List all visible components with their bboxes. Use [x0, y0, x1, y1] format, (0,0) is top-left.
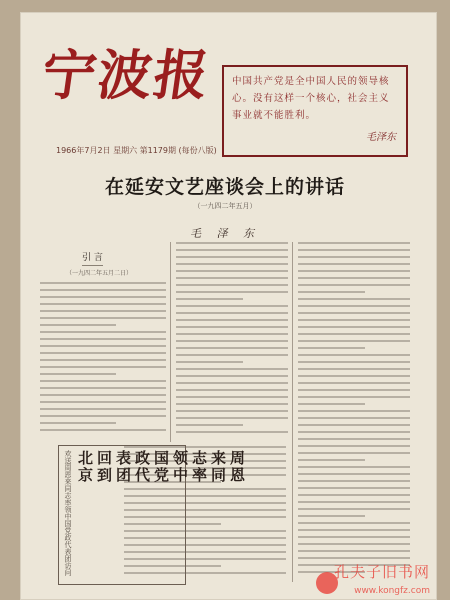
watermark-brand: 孔夫子旧书网: [333, 563, 430, 581]
text-line: [176, 382, 288, 384]
text-line: [176, 284, 288, 286]
text-line: [176, 298, 243, 300]
text-line: [298, 473, 410, 475]
text-line: [298, 347, 365, 349]
article-author: 毛 泽 东: [190, 227, 260, 240]
text-line: [298, 480, 410, 482]
text-line: [176, 249, 288, 251]
watermark-url: www.kongfz.com: [354, 586, 430, 596]
text-line: [298, 550, 410, 552]
notice-box: [58, 445, 246, 585]
column-divider: [170, 242, 171, 442]
text-line: [176, 305, 288, 307]
text-line: [298, 312, 410, 314]
article-column-2: [176, 242, 288, 433]
text-line: [176, 312, 288, 314]
text-line: [40, 331, 166, 333]
notice-headline-column: 政代: [133, 450, 151, 484]
notice-headline-column: 回到: [95, 450, 113, 484]
notice-headline-column: 领中: [171, 450, 189, 484]
notice-headline: [76, 450, 245, 580]
text-line: [298, 242, 410, 244]
text-line: [298, 543, 410, 545]
text-line: [40, 408, 166, 410]
text-line: [176, 354, 288, 356]
text-line: [40, 317, 166, 319]
section-title: 引 言: [82, 250, 103, 266]
text-line: [176, 403, 288, 405]
text-line: [176, 396, 288, 398]
text-line: [40, 366, 166, 368]
notice-headline-column: 国党: [152, 450, 170, 484]
text-line: [176, 333, 288, 335]
text-line: [298, 424, 410, 426]
text-line: [298, 508, 410, 510]
text-line: [298, 529, 410, 531]
text-line: [298, 263, 410, 265]
text-line: [40, 380, 166, 382]
text-line: [298, 340, 410, 342]
text-line: [176, 277, 288, 279]
column-divider: [292, 242, 293, 582]
text-line: [298, 459, 365, 461]
text-line: [298, 270, 410, 272]
text-line: [298, 249, 410, 251]
text-line: [298, 361, 410, 363]
masthead-title: 宁波报: [37, 43, 215, 107]
notice-headline-column: 北京: [76, 450, 94, 484]
text-line: [298, 333, 410, 335]
article-column-1: [40, 282, 166, 431]
text-line: [40, 310, 166, 312]
text-line: [298, 382, 410, 384]
text-line: [176, 340, 288, 342]
text-line: [176, 410, 288, 412]
text-line: [298, 284, 410, 286]
notice-headline-column: 周恩: [228, 450, 246, 484]
text-line: [176, 389, 288, 391]
text-line: [40, 359, 166, 361]
text-line: [176, 347, 288, 349]
text-line: [40, 289, 166, 291]
text-line: [176, 368, 288, 370]
text-line: [176, 263, 288, 265]
section-date: （一九四二年五月二日）: [66, 270, 133, 277]
text-line: [298, 501, 410, 503]
text-line: [298, 536, 410, 538]
text-line: [176, 242, 288, 244]
text-line: [176, 326, 288, 328]
text-line: [298, 417, 410, 419]
text-line: [40, 394, 166, 396]
text-line: [298, 403, 365, 405]
text-line: [298, 368, 410, 370]
text-line: [298, 410, 410, 412]
text-line: [298, 326, 410, 328]
text-line: [40, 415, 166, 417]
text-line: [298, 438, 410, 440]
text-line: [298, 375, 410, 377]
text-line: [298, 452, 410, 454]
text-line: [298, 445, 410, 447]
text-line: [176, 417, 288, 419]
text-line: [40, 422, 116, 424]
text-line: [40, 338, 166, 340]
issue-dateline: 1966年7月2日 星期六 第1179期 (每份八版): [56, 146, 217, 155]
text-line: [40, 303, 166, 305]
text-line: [176, 319, 288, 321]
notice-small-text: 欢送周恩来同志率领中国党政代表团访问: [64, 450, 72, 576]
text-line: [298, 494, 410, 496]
text-line: [176, 431, 288, 433]
article-headline-date: （一九四二年五月）: [193, 202, 257, 210]
text-line: [176, 375, 288, 377]
text-line: [298, 522, 410, 524]
text-line: [298, 256, 410, 258]
text-line: [298, 305, 410, 307]
article-headline: 在延安文艺座谈会上的讲话: [104, 176, 345, 198]
notice-headline-column: 志率: [190, 450, 208, 484]
text-line: [40, 373, 116, 375]
text-line: [298, 298, 410, 300]
text-line: [298, 431, 410, 433]
text-line: [298, 396, 410, 398]
notice-headline-column: 表团: [114, 450, 132, 484]
text-line: [176, 361, 243, 363]
text-line: [298, 557, 410, 559]
text-line: [40, 324, 116, 326]
text-line: [40, 345, 166, 347]
text-line: [298, 319, 410, 321]
article-column-3: [298, 242, 410, 573]
text-line: [176, 424, 243, 426]
text-line: [298, 487, 410, 489]
text-line: [40, 429, 166, 431]
text-line: [40, 296, 166, 298]
text-line: [176, 291, 288, 293]
text-line: [298, 515, 365, 517]
text-line: [298, 291, 365, 293]
notice-headline-column: 来同: [209, 450, 227, 484]
quotation-signature: 毛泽东: [366, 132, 396, 143]
text-line: [40, 352, 166, 354]
text-line: [176, 270, 288, 272]
text-line: [298, 389, 410, 391]
quotation-box: [222, 65, 408, 157]
text-line: [40, 401, 166, 403]
text-line: [176, 256, 288, 258]
quotation-text: 中国共产党是全中国人民的领导核心。没有这样一个核心，社会主义事业就不能胜利。: [232, 76, 390, 121]
text-line: [40, 282, 166, 284]
text-line: [298, 466, 410, 468]
text-line: [298, 277, 410, 279]
text-line: [298, 354, 410, 356]
text-line: [40, 387, 166, 389]
